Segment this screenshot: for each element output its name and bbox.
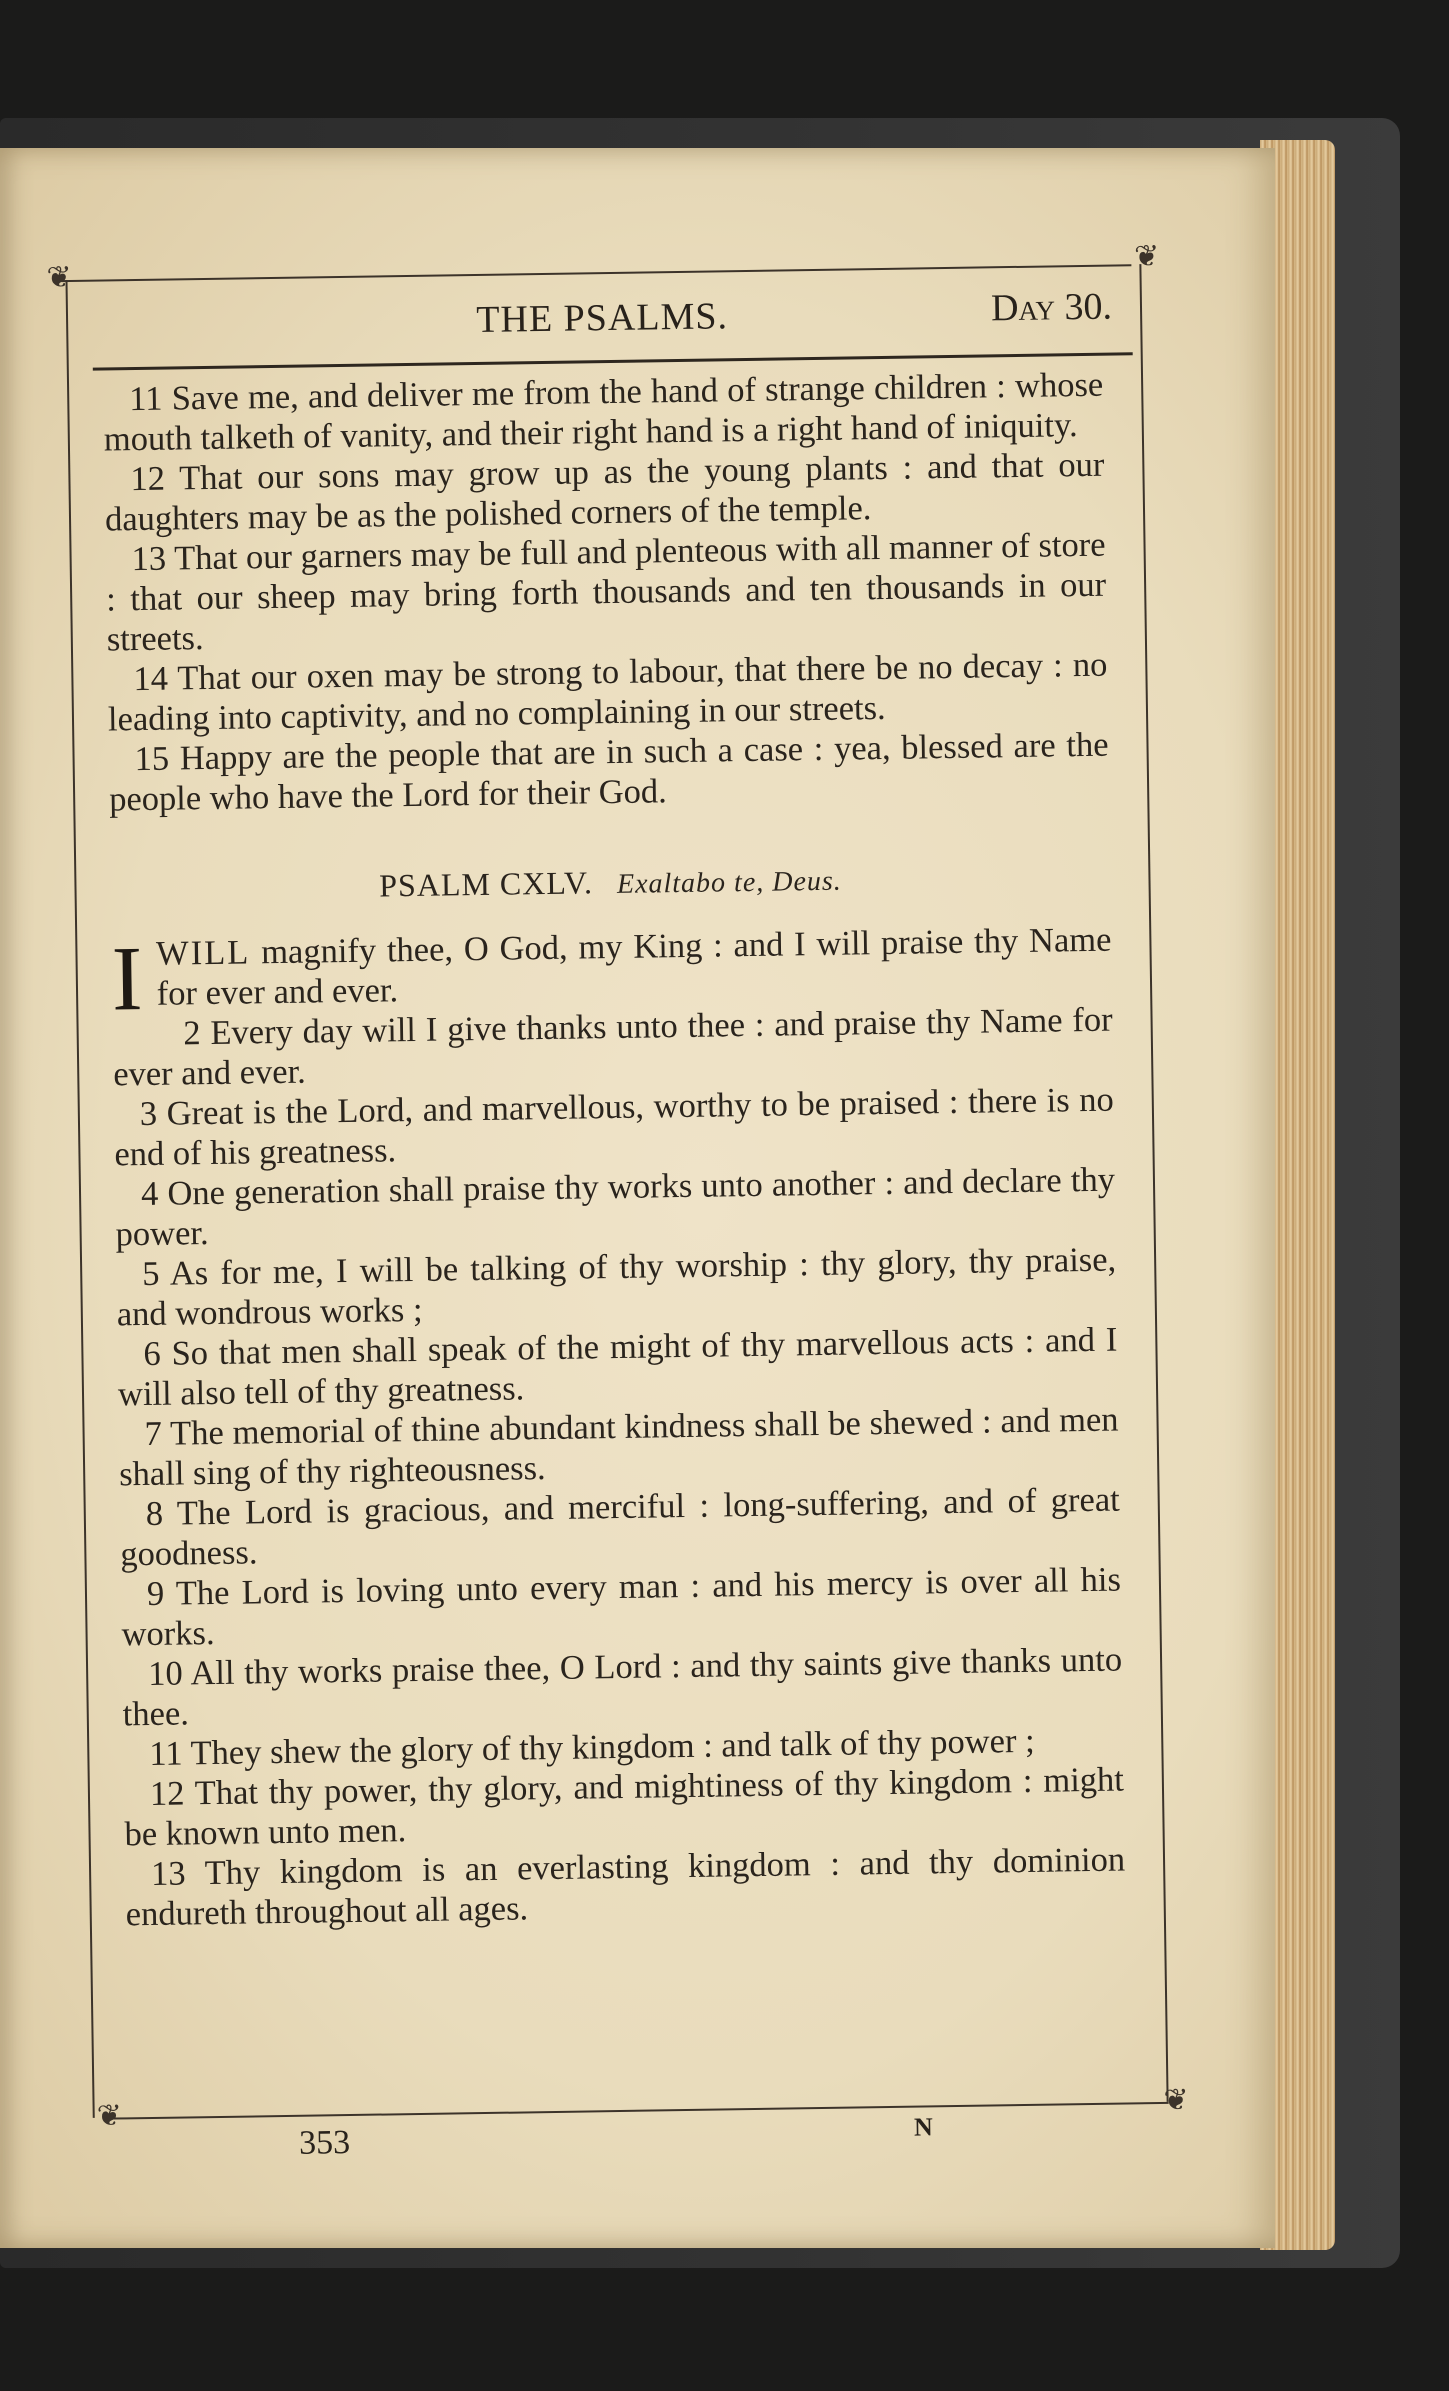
- psalm-heading: [110, 855, 1111, 913]
- opening-words: WILL: [155, 933, 251, 973]
- verse: 14 That our oxen may be strong to labour, that there be no decay : no leading into captivity, and no complaining in our streets.: [107, 645, 1108, 739]
- verse: 12 That our sons may grow up as the young plants : and that our daughters may be as the polished corners of the temple.: [104, 445, 1105, 539]
- verse: 6 So that men shall speak of the might of thy marvellous acts : and I will also tell of thy greatness.: [117, 1320, 1118, 1414]
- corner-ornament-icon: ❦: [46, 259, 72, 296]
- corner-ornament-icon: ❦: [96, 2098, 123, 2134]
- corner-ornament-icon: ❦: [1133, 238, 1160, 275]
- psalm-opening-verse: [111, 920, 1112, 1030]
- verse: 12 That thy power, thy glory, and mightiness of thy kingdom : might be known unto men.: [124, 1760, 1125, 1854]
- verse: 11 They shew the glory of thy kingdom : and talk of thy power ;: [149, 1721, 1035, 1773]
- corner-ornament-icon: ❦: [1163, 2082, 1189, 2118]
- verse: 5 As for me, I will be talking of thy worship : thy glory, thy praise, and wondrous works ;: [116, 1240, 1117, 1334]
- page-number: 353: [298, 2124, 351, 2162]
- verse: 8 The Lord is gracious, and merciful : long-suffering, and of great goodness.: [120, 1480, 1120, 1574]
- psalm-title: PSALM CXLV.: [378, 864, 594, 904]
- signature-mark: N: [913, 2112, 933, 2142]
- verse: 4 One generation shall praise thy works unto another : and declare thy power.: [115, 1160, 1116, 1254]
- verse: 13 Thy kingdom is an everlasting kingdom : and thy dominion endureth throughout all ages.: [125, 1840, 1126, 1934]
- psalm-latin-incipit: Exaltabo te, Deus.: [616, 865, 843, 900]
- verse: 2 Every day will I give thanks unto thee : and praise thy Name for ever and ever.: [112, 1000, 1113, 1094]
- verse: 10 All thy works praise thee, O Lord : and thy saints give thanks unto thee.: [122, 1640, 1123, 1734]
- verse: 11 Save me, and deliver me from the hand of strange children : whose mouth talketh of vanity, and their right hand is a right hand of iniquity.: [103, 365, 1104, 459]
- verse: 9 The Lord is loving unto every man : and his mercy is over all his works.: [121, 1560, 1122, 1654]
- page-frame: [46, 238, 1189, 2162]
- verse: 15 Happy are the people that are in such a case : yea, blessed are the people who have the Lord for their God.: [108, 725, 1109, 819]
- psalm-text: [103, 365, 1126, 1935]
- drop-cap: I: [111, 926, 144, 1030]
- day-label: Day 30.: [990, 285, 1113, 330]
- verse: 13 That our garners may be full and plenteous with all manner of store : that our sheep may bring forth thousands and ten thousands in our streets.: [105, 525, 1107, 659]
- opening-rest: magnify thee, O God, my King : and I will praise thy Name for ever and ever.: [156, 920, 1112, 1013]
- page-title: THE PSALMS.: [475, 295, 729, 341]
- verse: 3 Great is the Lord, and marvellous, worthy to be praised : there is no end of his greatness.: [114, 1080, 1115, 1174]
- verse: 7 The memorial of thine abundant kindness shall be shewed : and men shall sing of thy righteousness.: [118, 1400, 1119, 1494]
- running-head: [72, 285, 1133, 364]
